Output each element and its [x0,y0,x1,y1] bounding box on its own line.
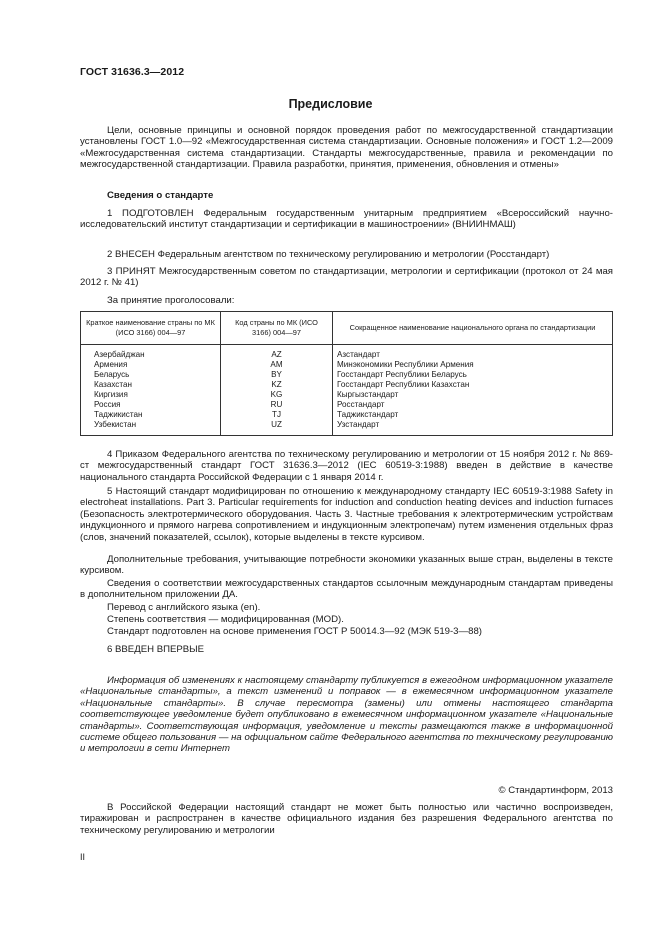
table-row [81,420,613,436]
country-name: Киргизия [81,390,221,400]
item-6-introduced: 6 ВВЕДЕН ВПЕРВЫЕ [107,644,205,655]
country-name: Узбекистан [81,420,221,436]
translation-info: Перевод с английского языка (en). [107,602,261,613]
item-4-order: 4 Приказом Федерального агентства по техническому регулированию и метрологии от 15 ноября 2012 г. № 869-ст межгосударственный стандарт ГОСТ 31636.3—2012 (IEC 60519-3:1988) введен в действие в качестве национального стандарта Российской Федерации с 1 января 2014 г. [80,449,613,483]
item-5-modified: 5 Настоящий стандарт модифицирован по отношению к международному стандарту IEC 60519-3:1988 Safety in electroheat installations. Part 3. Particular requirements for induction and conduction heating devices and induction furnaces (Безопасность электротермического оборудования. Часть 3. Частные требования к электротермическим устройствам индукционного и прямого нагрева сопротивлением и индукционным электропечам) путем изменения отдельных фраз (слов, значений показателей, ссылок), которые выделены в тексте курсивом. [80,486,613,543]
additional-requirements: Дополнительные требования, учитывающие потребности экономики указанных выше стран, выделены в тексте курсивом. [80,554,613,577]
country-code: RU [221,400,333,410]
page-number: II [80,852,86,862]
document-id-header: ГОСТ 31636.3—2012 [80,66,185,78]
reproduction-notice: В Российской Федерации настоящий стандарт не может быть полностью или частично воспроизведен, тиражирован и распространен в качестве официального издания без разрешения Федерального агентства по техническому регулированию и метрологии [80,802,613,836]
table-row [81,370,613,380]
basis-info: Стандарт подготовлен на основе применения ГОСТ Р 50014.3—92 (МЭК 519-3—88) [107,626,482,637]
country-code: BY [221,370,333,380]
country-code: AZ [221,345,333,361]
item-1-prepared: 1 ПОДГОТОВЛЕН Федеральным государственным унитарным предприятием «Всероссийский научно-исследовательский институт стандартизации и сертификации в машиностроении» (ВНИИНМАШ) [80,208,613,231]
table-row [81,410,613,420]
copyright: © Стандартинформ, 2013 [498,785,613,796]
table-row [81,360,613,370]
country-name: Армения [81,360,221,370]
item-2-submitted: 2 ВНЕСЕН Федеральным агентством по техническому регулированию и метрологии (Росстандарт) [107,249,550,260]
references-info: Сведения о соответствии межгосударственных стандартов ссылочным международным стандартам приведены в дополнительном приложении ДА. [80,578,613,601]
country-code: UZ [221,420,333,436]
national-body: Росстандарт [333,400,613,410]
header-national-body: Сокращенное наименование национального органа по стандартизации [333,312,613,345]
country-code: TJ [221,410,333,420]
national-body: Госстандарт Республики Беларусь [333,370,613,380]
national-body: Узстандарт [333,420,613,436]
national-body: Минэкономики Республики Армения [333,360,613,370]
page-title: Предисловие [288,97,373,111]
table-header-row [81,312,613,345]
header-country-code: Код страны по МК (ИСО 3166) 004—97 [221,312,333,345]
changes-notice: Информация об изменениях к настоящему стандарту публикуется в ежегодном информационном указателе «Национальные стандарты», а текст изменений и поправок — в ежемесячном информационном указателе «Национальные стандарты». В случае пересмотра (замены) или отмены настоящего стандарта соответствующее уведомление будет опубликовано в ежемесячном информационном указателе «Национальные стандарты». Соответствующая информация, уведомление и тексты размещаются также в информационной системе общего пользования — на официальном сайте Федерального агентства по техническому регулированию и метрологии в сети Интернет [80,675,613,755]
country-name: Таджикистан [81,410,221,420]
voted-label: За принятие проголосовали: [107,295,235,306]
national-body: Кыргызстандарт [333,390,613,400]
country-code: AM [221,360,333,370]
national-body: Азстандарт [333,345,613,361]
country-name: Казахстан [81,380,221,390]
national-body: Таджикстандарт [333,410,613,420]
table-row [81,380,613,390]
country-name: Азербайджан [81,345,221,361]
item-3-adopted: 3 ПРИНЯТ Межгосударственным советом по стандартизации, метрологии и сертификации (протокол от 24 мая 2012 г. № 41) [80,266,613,289]
country-code: KG [221,390,333,400]
country-code: KZ [221,380,333,390]
country-name: Беларусь [81,370,221,380]
degree-info: Степень соответствия — модифицированная (MOD). [107,614,344,625]
intro-paragraph: Цели, основные принципы и основной порядок проведения работ по межгосударственной стандартизации установлены ГОСТ 1.0—92 «Межгосударственная система стандартизации. Основные положения» и ГОСТ 1.2—2009 «Межгосударственная система стандартизации. Стандарты межгосударственные, правила и рекомендации по межгосударственной стандартизации. Правила разработки, принятия, применения, обновления и отмены» [80,125,613,171]
about-heading: Сведения о стандарте [107,190,214,201]
countries-table [80,311,613,436]
table-row [81,390,613,400]
table-row [81,345,613,361]
table-row [81,400,613,410]
header-country-name: Краткое наименование страны по МК (ИСО 3166) 004—97 [81,312,221,345]
country-name: Россия [81,400,221,410]
national-body: Госстандарт Республики Казахстан [333,380,613,390]
